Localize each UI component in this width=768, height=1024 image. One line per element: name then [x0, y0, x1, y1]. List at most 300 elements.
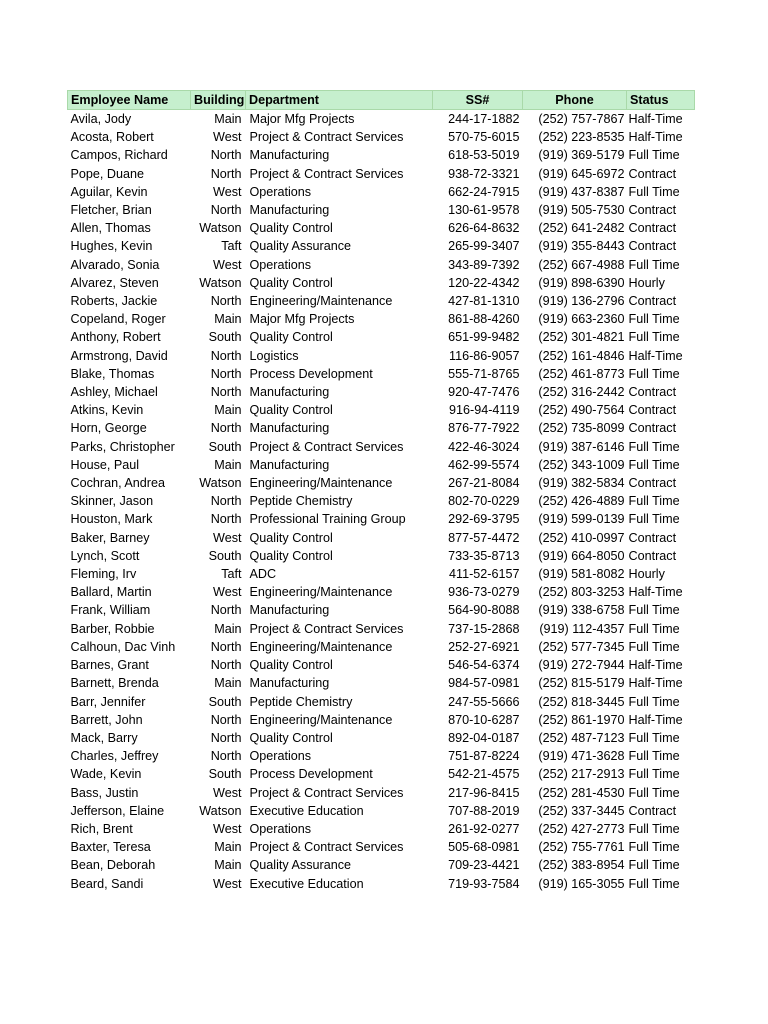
- table-row: [68, 438, 695, 456]
- cell-building[interactable]: North: [210, 421, 242, 436]
- cell-status[interactable]: Half-Time: [628, 676, 683, 691]
- cell-employee-name[interactable]: Allen, Thomas: [70, 221, 151, 236]
- cell-status[interactable]: Half-Time: [628, 112, 683, 126]
- cell-status[interactable]: Half-Time: [628, 585, 683, 600]
- table-row: [68, 802, 695, 820]
- cell-building[interactable]: West: [213, 257, 242, 272]
- cell-status[interactable]: Half-Time: [628, 658, 683, 673]
- table-row: [68, 492, 695, 510]
- cell-employee-name[interactable]: Roberts, Jackie: [70, 294, 158, 309]
- cell-department[interactable]: Quality Assurance: [249, 858, 351, 873]
- cell-employee-name[interactable]: Houston, Mark: [70, 512, 153, 527]
- table-row: [68, 747, 695, 765]
- cell-employee-name[interactable]: Horn, George: [70, 421, 147, 436]
- cell-employee-name[interactable]: Acosta, Robert: [70, 130, 154, 145]
- header-department[interactable]: Department: [246, 91, 433, 110]
- cell-employee-name[interactable]: Barrett, John: [70, 712, 143, 727]
- table-row: [68, 638, 695, 656]
- cell-department[interactable]: Operations: [249, 257, 312, 272]
- cell-status[interactable]: Half-Time: [628, 348, 683, 363]
- cell-phone[interactable]: (919) 112-4357: [539, 621, 625, 636]
- cell-employee-name[interactable]: Barnes, Grant: [70, 658, 149, 673]
- cell-phone[interactable]: (252) 301-4821: [538, 330, 625, 345]
- cell-building[interactable]: North: [210, 603, 242, 618]
- cell-ssn[interactable]: 120-22-4342: [448, 275, 520, 290]
- cell-status[interactable]: Full Time: [628, 767, 680, 782]
- cell-employee-name[interactable]: Mack, Barry: [70, 730, 138, 745]
- table-row: [68, 693, 695, 711]
- cell-phone[interactable]: (252) 410-0997: [538, 530, 625, 545]
- cell-status[interactable]: Full Time: [628, 494, 680, 509]
- cell-department[interactable]: Major Mfg Projects: [249, 312, 355, 327]
- cell-employee-name[interactable]: Campos, Richard: [70, 148, 168, 163]
- cell-ssn[interactable]: 247-55-5666: [448, 694, 520, 709]
- cell-department[interactable]: Manufacturing: [249, 203, 330, 218]
- cell-ssn[interactable]: 292-69-3795: [448, 512, 520, 527]
- table-row: [68, 838, 695, 856]
- cell-status[interactable]: Contract: [628, 166, 677, 181]
- cell-phone[interactable]: (919) 898-6390: [538, 275, 625, 290]
- table-row: [68, 583, 695, 601]
- cell-status[interactable]: Full Time: [628, 439, 680, 454]
- cell-ssn[interactable]: 707-88-2019: [448, 803, 520, 818]
- cell-department[interactable]: Process Development: [249, 366, 373, 381]
- cell-department[interactable]: Quality Control: [249, 275, 333, 290]
- cell-phone[interactable]: (919) 437-8387: [538, 184, 625, 199]
- cell-ssn[interactable]: 920-47-7476: [448, 385, 520, 400]
- table-row: [68, 328, 695, 346]
- cell-employee-name[interactable]: Aguilar, Kevin: [70, 184, 148, 199]
- cell-employee-name[interactable]: Beard, Sandi: [70, 876, 144, 891]
- cell-department[interactable]: Manufacturing: [249, 148, 330, 163]
- cell-status[interactable]: Full Time: [628, 184, 680, 199]
- cell-department[interactable]: Project & Contract Services: [249, 439, 404, 454]
- employee-table-container: [67, 90, 694, 893]
- cell-status[interactable]: Contract: [628, 530, 677, 545]
- cell-department[interactable]: Logistics: [249, 348, 299, 363]
- cell-department[interactable]: Executive Education: [249, 876, 364, 891]
- table-row: [68, 183, 695, 201]
- cell-ssn[interactable]: 916-94-4119: [449, 403, 520, 418]
- cell-status[interactable]: Full Time: [628, 730, 680, 745]
- cell-building[interactable]: South: [208, 439, 242, 454]
- cell-building[interactable]: West: [213, 530, 242, 545]
- cell-phone[interactable]: (919) 645-6972: [538, 166, 625, 181]
- cell-department[interactable]: Engineering/Maintenance: [249, 585, 393, 600]
- cell-phone[interactable]: (919) 505-7530: [538, 203, 625, 218]
- cell-ssn[interactable]: 130-61-9578: [448, 203, 520, 218]
- cell-employee-name[interactable]: Bean, Deborah: [70, 858, 156, 873]
- cell-building[interactable]: North: [210, 294, 242, 309]
- cell-phone[interactable]: (919) 387-6146: [538, 439, 625, 454]
- cell-department[interactable]: Project & Contract Services: [249, 785, 404, 800]
- cell-phone[interactable]: (252) 490-7564: [538, 403, 625, 418]
- cell-ssn[interactable]: 709-23-4421: [448, 858, 520, 873]
- table-row: [68, 474, 695, 492]
- cell-department[interactable]: ADC: [249, 567, 277, 582]
- cell-ssn[interactable]: 876-77-7922: [448, 421, 520, 436]
- cell-department[interactable]: Engineering/Maintenance: [249, 712, 393, 727]
- cell-employee-name[interactable]: Alvarado, Sonia: [70, 257, 160, 272]
- cell-status[interactable]: Contract: [628, 476, 677, 491]
- table-row: [68, 347, 695, 365]
- cell-phone[interactable]: (252) 487-7123: [538, 730, 625, 745]
- cell-status[interactable]: Contract: [628, 221, 677, 236]
- table-row: [68, 146, 695, 164]
- cell-building[interactable]: Main: [214, 858, 242, 873]
- cell-status[interactable]: Contract: [628, 403, 677, 418]
- cell-department[interactable]: Professional Training Group: [249, 512, 406, 527]
- cell-department[interactable]: Quality Control: [249, 658, 333, 673]
- cell-status[interactable]: Hourly: [628, 275, 665, 290]
- cell-building[interactable]: South: [208, 694, 242, 709]
- cell-department[interactable]: Quality Control: [249, 330, 333, 345]
- table-row: [68, 856, 695, 874]
- cell-department[interactable]: Process Development: [249, 767, 373, 782]
- cell-building[interactable]: North: [210, 730, 242, 745]
- cell-ssn[interactable]: 737-15-2868: [448, 621, 520, 636]
- cell-building[interactable]: Watson: [199, 476, 242, 491]
- cell-department[interactable]: Project & Contract Services: [249, 130, 404, 145]
- cell-phone[interactable]: (252) 461-8773: [538, 366, 625, 381]
- cell-status[interactable]: Full Time: [628, 858, 680, 873]
- cell-building[interactable]: Watson: [199, 221, 242, 236]
- cell-phone[interactable]: (919) 165-3055: [538, 876, 625, 891]
- cell-building[interactable]: West: [213, 585, 242, 600]
- cell-status[interactable]: Half-Time: [628, 130, 683, 145]
- cell-phone[interactable]: (252) 161-4846: [538, 348, 625, 363]
- cell-ssn[interactable]: 733-35-8713: [448, 548, 520, 563]
- cell-building[interactable]: North: [210, 366, 242, 381]
- cell-status[interactable]: Contract: [628, 421, 677, 436]
- cell-phone[interactable]: (252) 755-7761: [538, 840, 625, 855]
- cell-department[interactable]: Engineering/Maintenance: [249, 476, 393, 491]
- cell-department[interactable]: Engineering/Maintenance: [249, 294, 393, 309]
- cell-ssn[interactable]: 662-24-7915: [448, 184, 520, 199]
- cell-department[interactable]: Operations: [249, 821, 312, 836]
- cell-department[interactable]: Project & Contract Services: [249, 166, 404, 181]
- cell-building[interactable]: Watson: [199, 275, 242, 290]
- cell-ssn[interactable]: 462-99-5574: [448, 457, 520, 472]
- header-employee-name[interactable]: Employee Name: [68, 91, 191, 110]
- cell-ssn[interactable]: 626-64-8632: [448, 221, 520, 236]
- cell-status[interactable]: Full Time: [628, 457, 680, 472]
- cell-employee-name[interactable]: Fleming, Irv: [70, 567, 137, 582]
- cell-ssn[interactable]: 265-99-3407: [448, 239, 520, 254]
- cell-status[interactable]: Full Time: [628, 148, 680, 163]
- cell-department[interactable]: Project & Contract Services: [249, 621, 404, 636]
- cell-status[interactable]: Full Time: [628, 694, 680, 709]
- cell-building[interactable]: North: [210, 348, 242, 363]
- cell-department[interactable]: Quality Assurance: [249, 239, 351, 254]
- table-row: [68, 765, 695, 783]
- cell-employee-name[interactable]: Barnett, Brenda: [70, 676, 159, 691]
- cell-department[interactable]: Quality Control: [249, 221, 333, 236]
- cell-status[interactable]: Full Time: [628, 621, 680, 636]
- table-row: [68, 565, 695, 583]
- cell-status[interactable]: Full Time: [628, 876, 680, 891]
- cell-employee-name[interactable]: Skinner, Jason: [70, 494, 154, 509]
- cell-phone[interactable]: (252) 337-3445: [538, 803, 625, 818]
- cell-employee-name[interactable]: Armstrong, David: [70, 348, 168, 363]
- cell-building[interactable]: Watson: [199, 803, 242, 818]
- cell-building[interactable]: West: [213, 184, 242, 199]
- cell-phone[interactable]: (919) 338-6758: [538, 603, 625, 618]
- cell-phone[interactable]: (252) 426-4889: [538, 494, 625, 509]
- cell-ssn[interactable]: 719-93-7584: [448, 876, 520, 891]
- cell-phone[interactable]: (252) 427-2773: [538, 821, 625, 836]
- cell-employee-name[interactable]: Parks, Christopher: [70, 439, 175, 454]
- cell-building[interactable]: Taft: [221, 567, 242, 582]
- cell-phone[interactable]: (919) 369-5179: [538, 148, 625, 163]
- cell-phone[interactable]: (252) 577-7345: [538, 639, 625, 654]
- cell-phone[interactable]: (252) 641-2482: [538, 221, 625, 236]
- cell-ssn[interactable]: 116-86-9057: [449, 348, 520, 363]
- cell-ssn[interactable]: 267-21-8084: [448, 476, 520, 491]
- cell-ssn[interactable]: 564-90-8088: [448, 603, 520, 618]
- cell-ssn[interactable]: 546-54-6374: [448, 658, 520, 673]
- cell-status[interactable]: Full Time: [628, 312, 680, 327]
- cell-status[interactable]: Full Time: [628, 749, 680, 764]
- table-row: [68, 529, 695, 547]
- cell-employee-name[interactable]: Cochran, Andrea: [70, 476, 166, 491]
- cell-ssn[interactable]: 936-73-0279: [448, 585, 520, 600]
- cell-ssn[interactable]: 570-75-6015: [448, 130, 520, 145]
- table-header: [68, 91, 695, 110]
- cell-ssn[interactable]: 877-57-4472: [448, 530, 520, 545]
- cell-department[interactable]: Manufacturing: [249, 676, 330, 691]
- cell-ssn[interactable]: 244-17-1882: [448, 112, 520, 126]
- cell-ssn[interactable]: 870-10-6287: [448, 712, 520, 727]
- cell-status[interactable]: Hourly: [628, 567, 665, 582]
- cell-ssn[interactable]: 555-71-8765: [448, 366, 520, 381]
- table-row: [68, 620, 695, 638]
- cell-employee-name[interactable]: Pope, Duane: [70, 166, 145, 181]
- cell-status[interactable]: Full Time: [628, 603, 680, 618]
- cell-department[interactable]: Manufacturing: [249, 385, 330, 400]
- cell-employee-name[interactable]: Barber, Robbie: [70, 621, 155, 636]
- cell-phone[interactable]: (252) 281-4530: [538, 785, 625, 800]
- cell-department[interactable]: Peptide Chemistry: [249, 494, 353, 509]
- cell-building[interactable]: Main: [214, 403, 242, 418]
- cell-building[interactable]: South: [208, 767, 242, 782]
- cell-ssn[interactable]: 861-88-4260: [448, 312, 520, 327]
- cell-phone[interactable]: (252) 343-1009: [538, 457, 625, 472]
- table-row: [68, 237, 695, 255]
- cell-employee-name[interactable]: Copeland, Roger: [70, 312, 166, 327]
- cell-employee-name[interactable]: Jefferson, Elaine: [70, 803, 165, 818]
- cell-phone[interactable]: (919) 663-2360: [538, 312, 625, 327]
- cell-status[interactable]: Contract: [628, 239, 677, 254]
- cell-status[interactable]: Contract: [628, 203, 677, 218]
- cell-employee-name[interactable]: Baker, Barney: [70, 530, 150, 545]
- cell-employee-name[interactable]: Alvarez, Steven: [70, 275, 159, 290]
- cell-building[interactable]: North: [210, 166, 242, 181]
- cell-department[interactable]: Quality Control: [249, 530, 333, 545]
- cell-building[interactable]: Taft: [221, 239, 242, 254]
- cell-building[interactable]: Main: [214, 676, 242, 691]
- cell-building[interactable]: North: [210, 512, 242, 527]
- cell-status[interactable]: Contract: [628, 548, 677, 563]
- cell-phone[interactable]: (252) 223-8535: [538, 130, 625, 145]
- header-status[interactable]: Status: [627, 91, 695, 110]
- table-row: [68, 274, 695, 292]
- cell-phone[interactable]: (252) 316-2442: [538, 385, 625, 400]
- cell-building[interactable]: West: [213, 876, 242, 891]
- cell-building[interactable]: West: [213, 130, 242, 145]
- cell-department[interactable]: Engineering/Maintenance: [249, 639, 393, 654]
- cell-phone[interactable]: (252) 861-1970: [538, 712, 625, 727]
- cell-employee-name[interactable]: Frank, William: [70, 603, 151, 618]
- cell-phone[interactable]: (252) 383-8954: [538, 858, 625, 873]
- cell-employee-name[interactable]: Avila, Jody: [70, 112, 132, 126]
- cell-ssn[interactable]: 802-70-0229: [448, 494, 520, 509]
- cell-employee-name[interactable]: Rich, Brent: [70, 821, 133, 836]
- cell-ssn[interactable]: 938-72-3321: [448, 166, 520, 181]
- cell-employee-name[interactable]: Fletcher, Brian: [70, 203, 152, 218]
- cell-ssn[interactable]: 422-46-3024: [448, 439, 520, 454]
- table-row: [68, 729, 695, 747]
- table-row: [68, 365, 695, 383]
- cell-status[interactable]: Full Time: [628, 512, 680, 527]
- cell-department[interactable]: Manufacturing: [249, 603, 330, 618]
- cell-department[interactable]: Quality Control: [249, 548, 333, 563]
- cell-building[interactable]: Main: [214, 840, 242, 855]
- cell-phone[interactable]: (919) 136-2796: [538, 294, 625, 309]
- header-building[interactable]: Building: [191, 91, 246, 110]
- cell-department[interactable]: Manufacturing: [249, 421, 330, 436]
- cell-employee-name[interactable]: Blake, Thomas: [70, 366, 155, 381]
- cell-department[interactable]: Major Mfg Projects: [249, 112, 355, 126]
- cell-phone[interactable]: (919) 382-5834: [538, 476, 625, 491]
- cell-ssn[interactable]: 411-52-6157: [449, 567, 520, 582]
- cell-building[interactable]: Main: [214, 112, 242, 126]
- cell-building[interactable]: North: [210, 639, 242, 654]
- cell-status[interactable]: Contract: [628, 803, 677, 818]
- cell-phone[interactable]: (252) 818-3445: [538, 694, 625, 709]
- cell-status[interactable]: Full Time: [628, 785, 680, 800]
- cell-ssn[interactable]: 505-68-0981: [448, 840, 520, 855]
- cell-phone[interactable]: (252) 757-7867: [538, 112, 625, 126]
- cell-phone[interactable]: (919) 272-7944: [538, 658, 625, 673]
- cell-department[interactable]: Operations: [249, 184, 312, 199]
- cell-status[interactable]: Full Time: [628, 840, 680, 855]
- cell-status[interactable]: Full Time: [628, 257, 680, 272]
- cell-building[interactable]: North: [210, 658, 242, 673]
- cell-phone[interactable]: (919) 355-8443: [538, 239, 625, 254]
- cell-building[interactable]: West: [213, 785, 242, 800]
- cell-employee-name[interactable]: Ashley, Michael: [70, 385, 158, 400]
- cell-ssn[interactable]: 217-96-8415: [448, 785, 520, 800]
- cell-department[interactable]: Quality Control: [249, 403, 333, 418]
- cell-phone[interactable]: (919) 581-8082: [538, 567, 625, 582]
- cell-department[interactable]: Operations: [249, 749, 312, 764]
- table-row: [68, 292, 695, 310]
- cell-phone[interactable]: (252) 667-4988: [538, 257, 625, 272]
- cell-status[interactable]: Full Time: [628, 821, 680, 836]
- cell-building[interactable]: North: [210, 494, 242, 509]
- header-phone[interactable]: Phone: [523, 91, 627, 110]
- cell-department[interactable]: Executive Education: [249, 803, 364, 818]
- cell-building[interactable]: North: [210, 712, 242, 727]
- cell-department[interactable]: Quality Control: [249, 730, 333, 745]
- cell-employee-name[interactable]: Wade, Kevin: [70, 767, 142, 782]
- cell-phone[interactable]: (252) 803-3253: [538, 585, 625, 600]
- table-row: [68, 656, 695, 674]
- cell-status[interactable]: Contract: [628, 385, 677, 400]
- header-ssn[interactable]: SS#: [433, 91, 523, 110]
- cell-employee-name[interactable]: Baxter, Teresa: [70, 840, 151, 855]
- cell-ssn[interactable]: 618-53-5019: [448, 148, 520, 163]
- cell-building[interactable]: South: [208, 330, 242, 345]
- cell-ssn[interactable]: 252-27-6921: [448, 639, 520, 654]
- cell-ssn[interactable]: 427-81-1310: [448, 294, 520, 309]
- cell-status[interactable]: Full Time: [628, 366, 680, 381]
- cell-status[interactable]: Contract: [628, 294, 677, 309]
- table-row: [68, 419, 695, 437]
- table-row: [68, 256, 695, 274]
- table-row: [68, 784, 695, 802]
- cell-employee-name[interactable]: Lynch, Scott: [70, 548, 140, 563]
- cell-ssn[interactable]: 892-04-0187: [448, 730, 520, 745]
- table-body: [68, 110, 695, 893]
- cell-building[interactable]: North: [210, 203, 242, 218]
- table-row: [68, 401, 695, 419]
- table-row: [68, 201, 695, 219]
- cell-building[interactable]: Main: [214, 312, 242, 327]
- cell-employee-name[interactable]: Calhoun, Dac Vinh: [70, 639, 176, 654]
- cell-building[interactable]: Main: [214, 457, 242, 472]
- cell-building[interactable]: North: [210, 385, 242, 400]
- cell-department[interactable]: Project & Contract Services: [249, 840, 404, 855]
- cell-ssn[interactable]: 343-89-7392: [448, 257, 520, 272]
- cell-ssn[interactable]: 261-92-0277: [448, 821, 520, 836]
- cell-department[interactable]: Manufacturing: [249, 457, 330, 472]
- cell-status[interactable]: Full Time: [628, 330, 680, 345]
- cell-phone[interactable]: (919) 471-3628: [538, 749, 625, 764]
- cell-employee-name[interactable]: Charles, Jeffrey: [70, 749, 159, 764]
- cell-phone[interactable]: (919) 599-0139: [538, 512, 625, 527]
- cell-employee-name[interactable]: Hughes, Kevin: [70, 239, 153, 254]
- cell-phone[interactable]: (252) 815-5179: [538, 676, 625, 691]
- table-row: [68, 820, 695, 838]
- cell-building[interactable]: Main: [214, 621, 242, 636]
- cell-employee-name[interactable]: House, Paul: [70, 457, 140, 472]
- cell-phone[interactable]: (919) 664-8050: [538, 548, 625, 563]
- cell-employee-name[interactable]: Bass, Justin: [70, 785, 139, 800]
- cell-phone[interactable]: (252) 735-8099: [538, 421, 625, 436]
- cell-employee-name[interactable]: Atkins, Kevin: [70, 403, 144, 418]
- table-row: [68, 875, 695, 893]
- cell-ssn[interactable]: 651-99-9482: [448, 330, 520, 345]
- cell-ssn[interactable]: 751-87-8224: [448, 749, 520, 764]
- cell-building[interactable]: South: [208, 548, 242, 563]
- cell-ssn[interactable]: 984-57-0981: [448, 676, 520, 691]
- cell-employee-name[interactable]: Barr, Jennifer: [70, 694, 146, 709]
- cell-status[interactable]: Half-Time: [628, 712, 683, 727]
- table-row: [68, 510, 695, 528]
- cell-building[interactable]: West: [213, 821, 242, 836]
- cell-ssn[interactable]: 542-21-4575: [448, 767, 520, 782]
- cell-building[interactable]: North: [210, 148, 242, 163]
- cell-building[interactable]: North: [210, 749, 242, 764]
- cell-department[interactable]: Peptide Chemistry: [249, 694, 353, 709]
- cell-status[interactable]: Full Time: [628, 639, 680, 654]
- table-row: [68, 674, 695, 692]
- cell-employee-name[interactable]: Anthony, Robert: [70, 330, 161, 345]
- cell-phone[interactable]: (252) 217-2913: [538, 767, 625, 782]
- cell-employee-name[interactable]: Ballard, Martin: [70, 585, 152, 600]
